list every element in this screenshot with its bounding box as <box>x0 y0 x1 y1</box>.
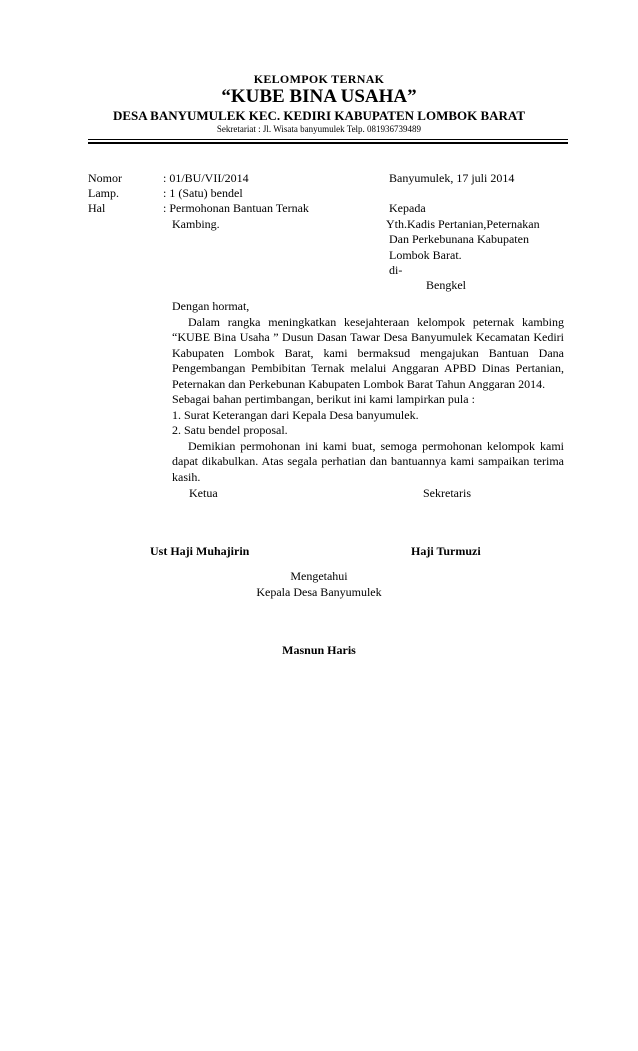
secretariat-line: Sekretariat : Jl. Wisata banyumulek Telp. 081936739489 <box>216 124 422 134</box>
letterhead-divider-thick <box>88 142 568 144</box>
left-signatory-title: Ketua <box>189 486 218 500</box>
greeting: Dengan hormat, <box>172 299 250 313</box>
hal-value-continued: Kambing. <box>172 217 220 231</box>
attachment-list <box>172 408 564 439</box>
org-location: DESA BANYUMULEK KEC. KEDIRI KABUPATEN LOMBOK BARAT <box>112 108 526 123</box>
nomor-label: Nomor <box>88 171 122 185</box>
recipient-line-4: di- <box>389 263 403 277</box>
org-name: “KUBE BINA USAHA” <box>221 86 417 107</box>
left-signatory-name: Ust Haji Muhajirin <box>150 544 250 558</box>
recipient-line-3: Lombok Barat. <box>389 248 462 262</box>
attachment-item: 1. Surat Keterangan dari Kepala Desa banyumulek. <box>172 407 419 422</box>
lamp-value: : 1 (Satu) bendel <box>163 186 243 200</box>
place-date: Banyumulek, 17 juli 2014 <box>389 171 515 185</box>
attachment-intro: Sebagai bahan pertimbangan, berikut ini kami lampirkan pula : <box>172 392 475 406</box>
nomor-value: : 01/BU/VII/2014 <box>163 171 249 185</box>
recipient-to: Kepada <box>389 201 426 215</box>
hal-label: Hal <box>88 201 106 215</box>
letter-body <box>172 299 564 485</box>
hal-value: : Permohonan Bantuan Ternak <box>163 201 309 215</box>
right-signatory-name: Haji Turmuzi <box>411 544 481 558</box>
acknowledgement-title: Kepala Desa Banyumulek <box>256 585 382 599</box>
acknowledgement-label: Mengetahui <box>290 569 348 583</box>
lamp-label: Lamp. <box>88 186 119 200</box>
right-signatory-title: Sekretaris <box>423 486 471 500</box>
org-type: KELOMPOK TERNAK <box>253 72 385 86</box>
letterhead-divider <box>88 139 568 140</box>
acknowledgement-name: Masnun Haris <box>282 643 356 657</box>
recipient-line-1: Yth.Kadis Pertanian,Peternakan <box>386 217 540 231</box>
attachment-item: 2. Satu bendel proposal. <box>172 423 288 437</box>
recipient-line-2: Dan Perkebunana Kabupaten <box>389 232 529 246</box>
recipient-city: Bengkel <box>426 278 466 292</box>
body-paragraph-1: Dalam rangka meningkatkan kesejahteraan kelompok peternak kambing “KUBE Bina Usaha ” Dusun Dasan Tawar Desa Banyumulek Kecamatan Kediri Kabupaten Lombok Barat, kami bermaksud mengajukan Bantuan Dana Pengembangan Pembibitan Ternak melalui Anggaran APBD Dinas Pertanian, Peternakan dan Perkebunan Kabupaten Lombok Barat Tahun Anggaran 2014. <box>172 314 564 391</box>
closing-paragraph: Demikian permohonan ini kami buat, semoga permohonan kelompok kami dapat dikabulkan. Atas segala perhatian dan bantuannya kami sampaikan terima kasih. <box>172 438 564 484</box>
